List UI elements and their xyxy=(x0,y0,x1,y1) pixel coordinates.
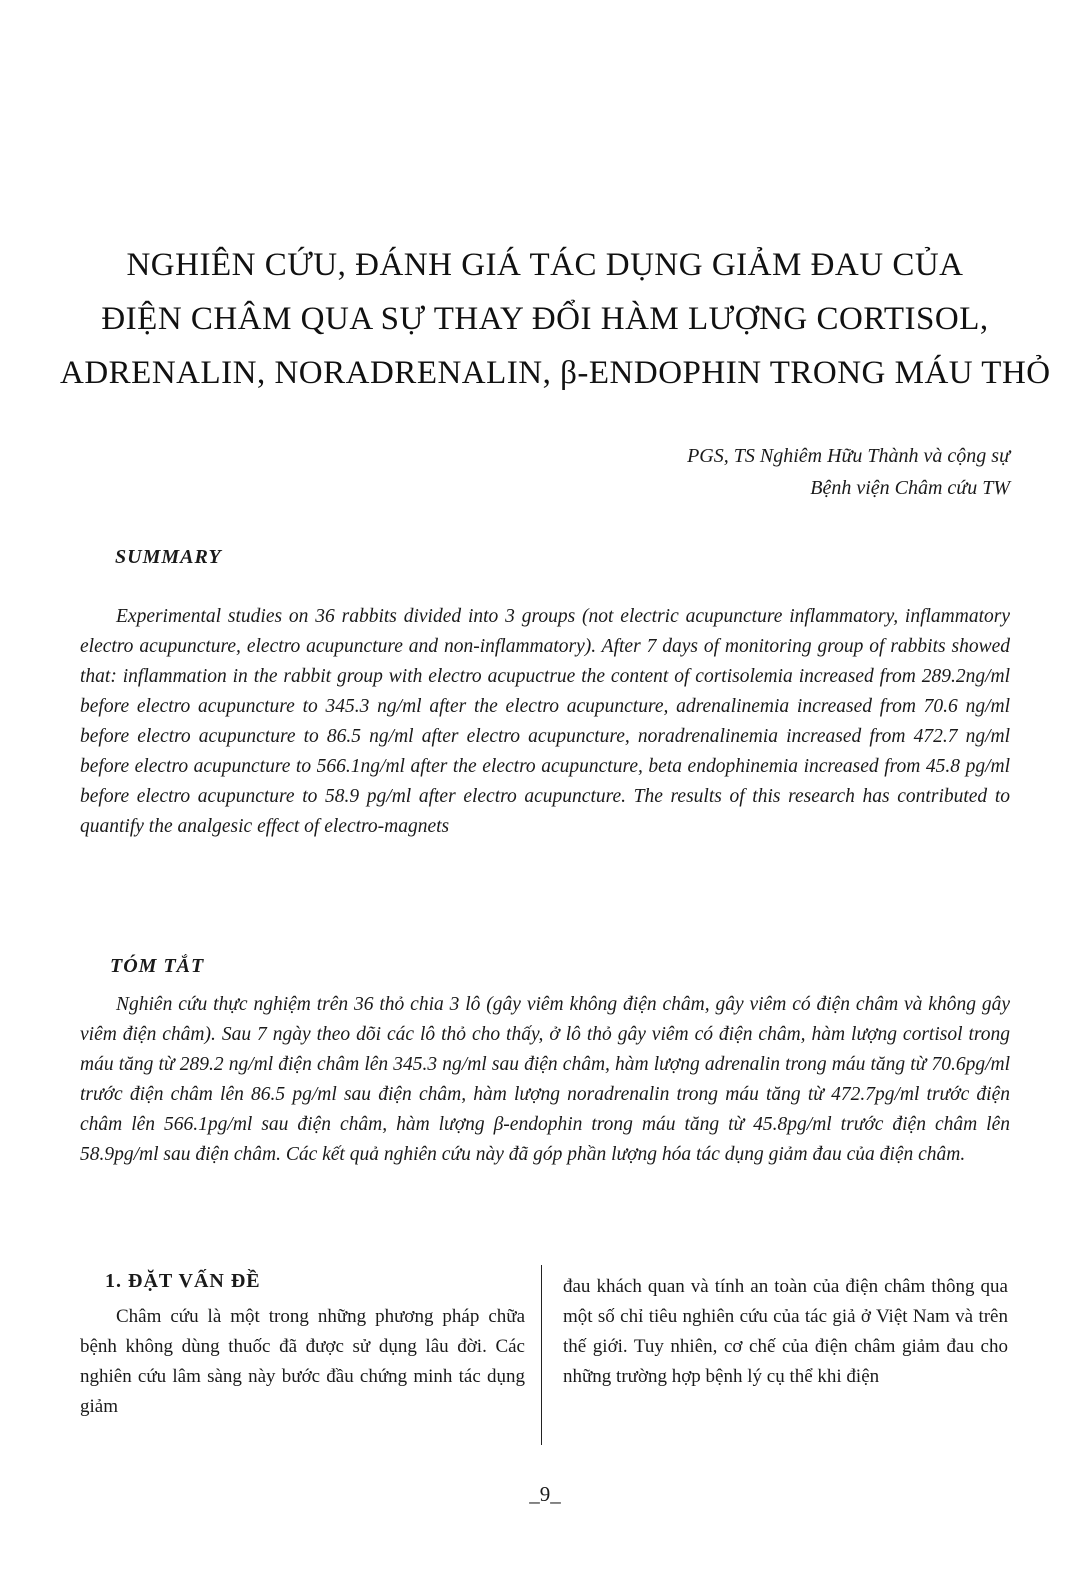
paper-title xyxy=(60,238,1051,400)
left-column-text: Châm cứu là một trong những phương pháp chữa bệnh không dùng thuốc đã được sử dụng lâu đời. Các nghiên cứu lâm sàng này bước đầu chứng minh tác dụng giảm xyxy=(80,1306,525,1417)
page-number: _9_ xyxy=(529,1482,561,1506)
author-names: PGS, TS Nghiêm Hữu Thành và cộng sự xyxy=(687,445,1010,467)
title-line-3: ADRENALIN, NORADRENALIN, β-ENDOPHIN TRONG MÁU THỎ xyxy=(60,355,1051,391)
author-block xyxy=(410,440,1010,504)
tomtat-heading: TÓM TẮT xyxy=(110,955,205,977)
author-affiliation: Bệnh viện Châm cứu TW xyxy=(810,477,1010,499)
summary-text: Experimental studies on 36 rabbits divided into 3 groups (not electric acupuncture inflammatory, inflammatory electro acupuncture, electro acupuncture and non-inflammatory). After 7 days of monitoring group of rabbits showed that: inflammation in the rabbit group with electro acupuctrue the content of cortisolemia increased from 289.2ng/ml before electro acupuncture to 345.3 ng/ml after the electro acupuncture, adrenalinemia increased from 70.6 ng/ml before electro acupuncture to 86.5 ng/ml after electro acupuncture, noradrenalinemia increased from 472.7 ng/ml before electro acupuncture to 566.1ng/ml after the electro acupuncture, beta endophinemia increased from 45.8 pg/ml before electro acupuncture to 58.9 pg/ml after electro acupuncture. The results of this research has contributed to quantify the analgesic effect of electro-magnets xyxy=(80,606,1010,837)
title-line-2: ĐIỆN CHÂM QUA SỰ THAY ĐỔI HÀM LƯỢNG CORTISOL, xyxy=(101,301,989,337)
title-line-1: NGHIÊN CỨU, ĐÁNH GIÁ TÁC DỤNG GIẢM ĐAU CỦA xyxy=(126,247,964,283)
summary-heading: SUMMARY xyxy=(115,546,222,568)
tomtat-text: Nghiên cứu thực nghiệm trên 36 thỏ chia 3 lô (gây viêm không điện châm, gây viêm có điện châm và không gây viêm điện châm). Sau 7 ngày theo dõi các lô thỏ cho thấy, ở lô thỏ gây viêm có điện châm, hàm lượng cortisol trong máu tăng từ 289.2 ng/ml điện châm lên 345.3 ng/ml sau điện châm, hàm lượng adrenalin trong máu tăng từ 70.6pg/ml trước điện châm lên 86.5 pg/ml sau điện châm, hàm lượng noradrenalin trong máu tăng từ 472.7pg/ml trước điện châm lên 566.1pg/ml sau điện châm, hàm lượng β-endophin trong máu tăng từ 45.8pg/ml trước điện châm lên 58.9pg/ml sau điện châm. Các kết quả nghiên cứu này đã góp phần lượng hóa tác dụng giảm đau của điện châm. xyxy=(80,994,1010,1165)
right-column-text: đau khách quan và tính an toàn của điện châm thông qua một số chỉ tiêu nghiên cứu của tác giả ở Việt Nam và trên thế giới. Tuy nhiên, cơ chế của điện châm giảm đau cho những trường hợp bệnh lý cụ thể khi điện xyxy=(563,1276,1008,1387)
section-1-heading: 1. ĐẶT VẤN ĐỀ xyxy=(105,1270,261,1292)
column-divider xyxy=(541,1265,542,1445)
